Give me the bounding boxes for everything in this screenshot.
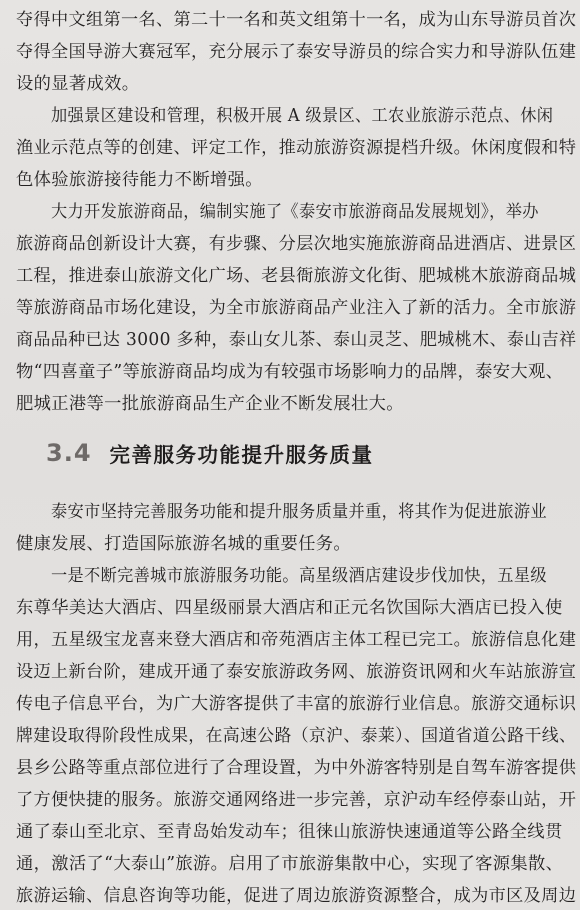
text-line: 传电子信息平台，为广大游客提供了丰富的旅游行业信息。旅游交通标识 <box>16 694 577 714</box>
section-heading <box>46 438 374 468</box>
text-line: 一是不断完善城市旅游服务功能。高星级酒店建设步伐加快，五星级 <box>51 566 547 586</box>
text-line: 通了泰山至北京、至青岛始发动车；徂徕山旅游快速通道等公路全线贯 <box>16 822 563 842</box>
text-line: 大力开发旅游商品，编制实施了《泰安市旅游商品发展规划》，举办 <box>51 202 539 222</box>
text-line: 夺得全国导游大赛冠军，充分展示了泰安导游员的综合实力和导游队伍建 <box>16 42 577 62</box>
text-line: 县乡公路等重点部位进行了合理设置，为中外游客特别是自驾车游客提供 <box>16 758 577 778</box>
text-line: 夺得中文组第一名、第二十一名和英文组第十一名，成为山东导游员首次 <box>16 10 577 30</box>
text-line: 东尊华美达大酒店、四星级丽景大酒店和正元名饮国际大酒店已投入使 <box>16 598 563 618</box>
section-title: 完善服务功能提升服务质量 <box>109 443 374 467</box>
text-line: 了方便快捷的服务。旅游交通网络进一步完善，京沪动车经停泰山站，开 <box>16 790 577 810</box>
text-line: 渔业示范点等的创建、评定工作，推动旅游资源提档升级。休闲度假和特 <box>16 138 577 158</box>
text-line: 通，激活了“大泰山”旅游。启用了市旅游集散中心，实现了客源集散、 <box>16 854 564 874</box>
text-line: 旅游运输、信息咨询等功能，促进了周边旅游资源整合，成为市区及周边 <box>16 886 577 906</box>
text-line: 加强景区建设和管理，积极开展 A 级景区、工农业旅游示范点、休闲 <box>51 106 554 126</box>
text-line: 工程，推进泰山旅游文化广场、老县衙旅游文化街、肥城桃木旅游商品城 <box>16 266 577 286</box>
text-line: 泰安市坚持完善服务功能和提升服务质量并重，将其作为促进旅游业 <box>51 502 547 522</box>
text-line: 用，五星级宝龙喜来登大酒店和帝苑酒店主体工程已完工。旅游信息化建 <box>16 630 577 650</box>
text-line: 设的显著成效。 <box>16 74 140 94</box>
text-line: 等旅游商品市场化建设，为全市旅游商品产业注入了新的活力。全市旅游 <box>16 298 577 318</box>
text-line: 物“四喜童子”等旅游商品均成为有较强市场影响力的品牌，泰安大观、 <box>16 362 564 382</box>
text-line: 健康发展、打造国际旅游名城的重要任务。 <box>16 534 351 554</box>
text-line: 牌建设取得阶段性成果，在高速公路（京沪、泰莱）、国道省道公路干线、 <box>16 726 577 746</box>
text-line: 肥城正港等一批旅游商品生产企业不断发展壮大。 <box>16 394 404 414</box>
text-line: 色体验旅游接待能力不断增强。 <box>16 170 263 190</box>
text-line: 设迈上新台阶，建成开通了泰安旅游政务网、旅游资讯网和火车站旅游宣 <box>16 662 577 682</box>
section-number: 3.4 <box>46 439 92 467</box>
text-line: 商品品种已达 3000 多种，泰山女儿茶、泰山灵芝、肥城桃木、泰山吉祥 <box>16 330 577 350</box>
text-line: 旅游商品创新设计大赛，有步骤、分层次地实施旅游商品进酒店、进景区 <box>16 234 577 254</box>
